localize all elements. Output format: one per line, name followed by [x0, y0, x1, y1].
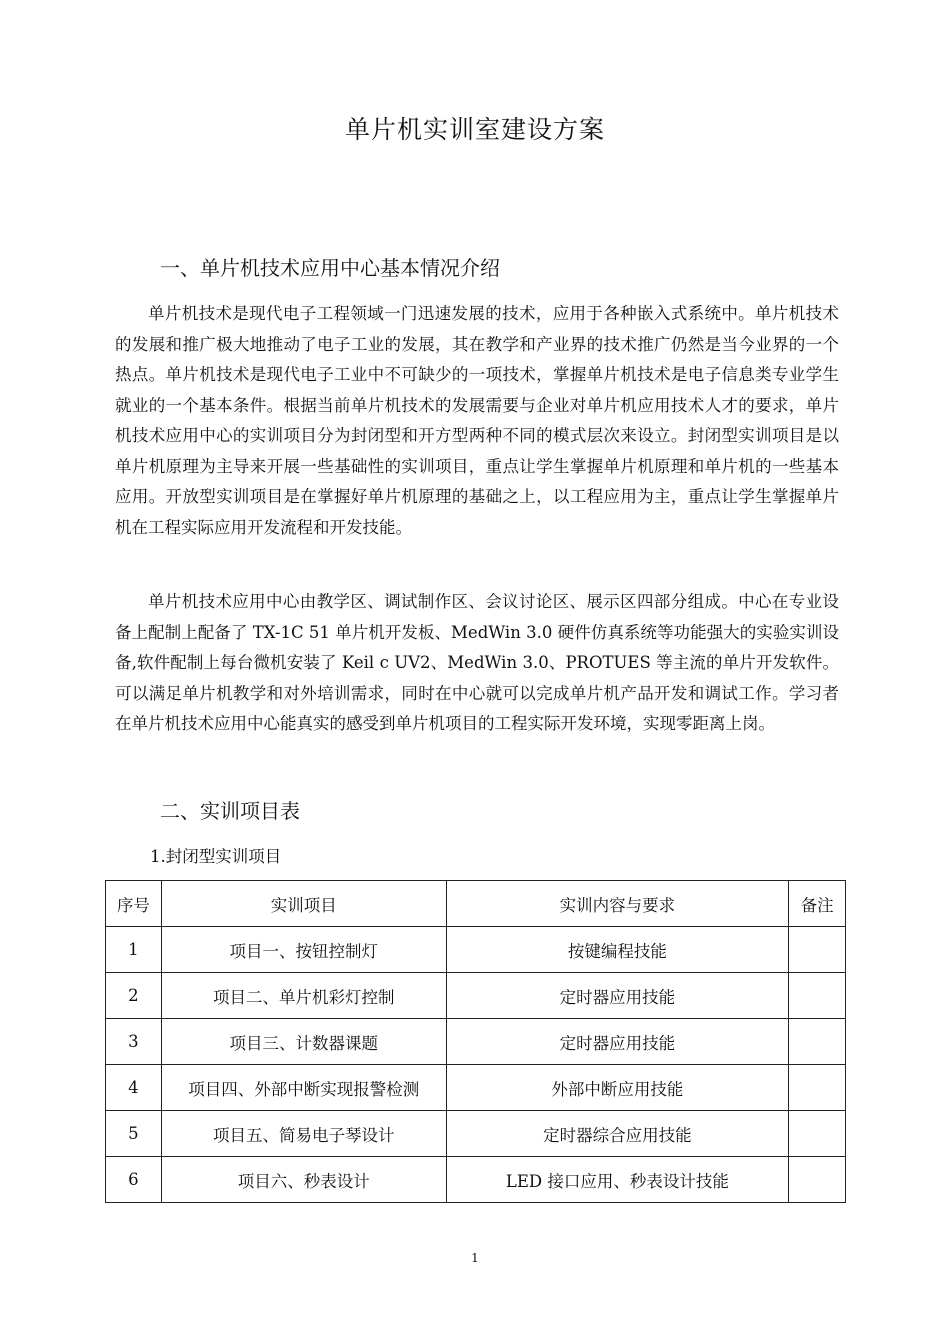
header-cell-content: 实训内容与要求: [446, 881, 789, 927]
cell-content: 定时器应用技能: [446, 1019, 789, 1065]
intro-paragraph-2: 单片机技术应用中心由教学区、调试制作区、会议讨论区、展示区四部分组成。中心在专业设备上配制上配备了 TX-1C 51 单片机开发板、MedWin 3.0 硬件仿真系统等功能强大的实验实训设备,软件配制上每台微机安装了 Keil c UV2、MedWin 3.0、PROTUES 等主流的单片开发软件。可以满足单片机教学和对外培训需求，同时在中心就可以完成单片机产品开发和调试工作。学习者在单片机技术应用中心能真实的感受到单片机项目的工程实际开发环境，实现零距离上岗。: [115, 592, 839, 733]
cell-project: 项目三、计数器课题: [161, 1019, 446, 1065]
cell-number: 4: [106, 1065, 162, 1111]
table-row: [106, 927, 846, 973]
table-row: [106, 1157, 846, 1203]
section-heading-projects: 二、实训项目表: [160, 799, 300, 823]
table-row: [106, 1111, 846, 1157]
cell-content: 定时器综合应用技能: [446, 1111, 789, 1157]
header-cell-number: 序号: [106, 881, 162, 927]
intro-paragraph-1: 单片机技术是现代电子工程领域一门迅速发展的技术，应用于各种嵌入式系统中。单片机技术的发展和推广极大地推动了电子工业的发展，其在教学和产业界的技术推广仍然是当今业界的一个热点。单片机技术是现代电子工业中不可缺少的一项技术，掌握单片机技术是电子信息类专业学生就业的一个基本条件。根据当前单片机技术的发展需要与企业对单片机应用技术人才的要求，单片机技术应用中心的实训项目分为封闭型和开方型两种不同的模式层次来设立。封闭型实训项目是以单片机原理为主导来开展一些基础性的实训项目，重点让学生掌握单片机原理和单片机的一些基本应用。开放型实训项目是在掌握好单片机原理的基础之上，以工程应用为主，重点让学生掌握单片机在工程实际应用开发流程和开发技能。: [115, 304, 839, 537]
cell-number: 5: [106, 1111, 162, 1157]
cell-note: [789, 1065, 846, 1111]
cell-project: 项目五、简易电子琴设计: [161, 1111, 446, 1157]
cell-note: [789, 1157, 846, 1203]
cell-project: 项目六、秒表设计: [161, 1157, 446, 1203]
cell-number: 6: [106, 1157, 162, 1203]
cell-note: [789, 973, 846, 1019]
table-row: [106, 973, 846, 1019]
cell-number: 1: [106, 927, 162, 973]
cell-content: LED 接口应用、秒表设计技能: [446, 1157, 789, 1203]
cell-content: 按键编程技能: [446, 927, 789, 973]
table-row: [106, 1065, 846, 1111]
table-header-row: [106, 881, 846, 927]
cell-project: 项目一、按钮控制灯: [161, 927, 446, 973]
cell-note: [789, 1019, 846, 1065]
cell-project: 项目四、外部中断实现报警检测: [161, 1065, 446, 1111]
cell-note: [789, 1111, 846, 1157]
header-cell-project: 实训项目: [161, 881, 446, 927]
training-projects-table: [105, 880, 846, 1203]
cell-note: [789, 927, 846, 973]
document-title: 单片机实训室建设方案: [344, 115, 605, 144]
cell-number: 2: [106, 973, 162, 1019]
cell-project: 项目二、单片机彩灯控制: [161, 973, 446, 1019]
cell-number: 3: [106, 1019, 162, 1065]
page-number: 1: [471, 1251, 479, 1265]
subsection-heading-closed-projects: 1.封闭型实训项目: [150, 847, 282, 866]
table-row: [106, 1019, 846, 1065]
cell-content: 外部中断应用技能: [446, 1065, 789, 1111]
header-cell-note: 备注: [789, 881, 846, 927]
cell-content: 定时器应用技能: [446, 973, 789, 1019]
section-heading-intro: 一、单片机技术应用中心基本情况介绍: [160, 256, 500, 280]
